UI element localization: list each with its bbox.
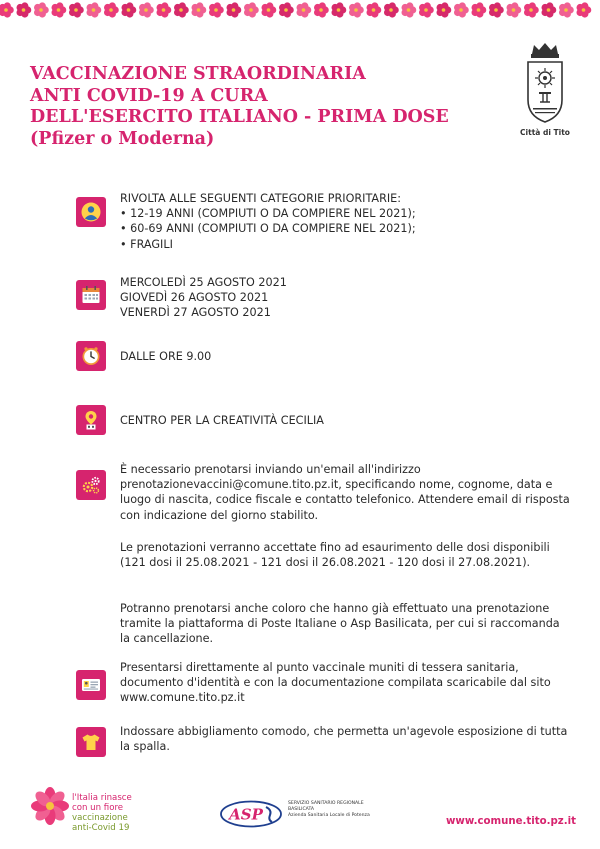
border-flower-icon <box>262 2 277 17</box>
border-flower-icon <box>507 2 522 17</box>
clothing-paragraph: Indossare abbigliamento comodo, che permetta un'agevole esposizione di tutta la spalla. <box>120 725 568 754</box>
tshirt-icon <box>76 727 106 757</box>
border-flower-icon <box>349 2 364 17</box>
border-flower-icon <box>419 2 434 17</box>
campaign-line-4: anti-Covid 19 <box>72 823 130 833</box>
asp-description <box>288 801 370 820</box>
border-flower-icon <box>279 2 294 17</box>
border-flower-icon <box>0 2 14 17</box>
time-block <box>120 349 565 364</box>
title-line-2: ANTI COVID-19 A CURA <box>30 85 268 106</box>
calendar-icon <box>76 280 106 310</box>
border-flower-icon <box>157 2 172 17</box>
location-text: CENTRO PER LA CREATIVITÀ CECILIA <box>120 414 324 427</box>
border-flower-icon <box>52 2 67 17</box>
border-flower-icon <box>17 2 32 17</box>
categories-intro: RIVOLTA ALLE SEGUENTI CATEGORIE PRIORITARIE: <box>120 192 401 205</box>
page-title <box>30 64 500 150</box>
border-flower-icon <box>332 2 347 17</box>
border-flower-icon <box>104 2 119 17</box>
border-flower-icon <box>367 2 382 17</box>
border-flower-icon <box>209 2 224 17</box>
title-line-1: VACCINAZIONE STRAORDINARIA <box>30 64 366 84</box>
asp-line-3: Azienda Sanitaria Locale di Potenza <box>288 813 370 819</box>
id-card-icon <box>76 670 106 700</box>
border-flower-icon <box>577 2 592 17</box>
border-flower-icon <box>34 2 49 17</box>
location-icon <box>76 405 106 435</box>
border-flower-icon <box>542 2 557 17</box>
border-flower-icon <box>454 2 469 17</box>
campaign-line-2: con un fiore <box>72 803 124 813</box>
categories-block <box>120 191 565 252</box>
location-block <box>120 413 565 428</box>
border-flower-icon <box>87 2 102 17</box>
date-item: VENERDÌ 27 AGOSTO 2021 <box>120 306 271 320</box>
flower-logo-icon <box>30 786 70 826</box>
border-flower-icon <box>122 2 137 17</box>
border-flower-icon <box>297 2 312 17</box>
flower-border <box>0 0 600 24</box>
asp-logo <box>220 800 282 828</box>
booking-paragraph-1: È necessario prenotarsi inviando un'email all'indirizzo prenotazionevaccini@comune.tito.pz.it, specificando nome, cognome, data e luogo di nascita, codice fiscale e contatto telefonico. Attendere email di risposta con indicazione del giorno stabilito. <box>120 463 570 522</box>
documents-paragraph: Presentarsi direttamente al punto vaccinale muniti di tessera sanitaria, documento d'identità e con la documentazione compilata scaricabile dal sito www.comune.tito.pz.it <box>120 661 551 705</box>
dates-block <box>120 275 565 321</box>
border-flower-icon <box>489 2 504 17</box>
asp-line-2: BASILICATA <box>288 807 315 813</box>
city-crest-icon <box>520 40 570 134</box>
asp-line-1: SERVIZIO SANITARIO REGIONALE <box>288 801 364 806</box>
date-item: MERCOLEDÌ 25 AGOSTO 2021 <box>120 276 287 289</box>
person-icon <box>76 197 106 227</box>
border-flower-icon <box>559 2 574 17</box>
border-flower-icon <box>314 2 329 17</box>
border-flower-icon <box>402 2 417 17</box>
border-flower-icon <box>437 2 452 17</box>
border-flower-icon <box>139 2 154 17</box>
border-flower-icon <box>472 2 487 17</box>
asp-logo-text: ASP <box>229 805 263 824</box>
border-flower-icon <box>69 2 84 17</box>
booking-paragraph-3: Potranno prenotarsi anche coloro che hanno già effettuato una prenotazione tramite la piattaforma di Poste Italiane o Asp Basilicata, per cui si raccomanda la cancellazione. <box>120 602 560 646</box>
category-item: • 60-69 ANNI (COMPIUTI O DA COMPIERE NEL 2021); <box>120 222 416 236</box>
campaign-logo-text <box>72 793 132 833</box>
booking-paragraph-2: Le prenotazioni verranno accettate fino ad esaurimento delle dosi disponibili (121 dosi il 25.08.2021 - 121 dosi il 26.08.2021 - 120 dosi il 27.08.2021). <box>120 541 550 570</box>
title-line-4: (Pfizer o Moderna) <box>30 128 215 149</box>
date-item: GIOVEDÌ 26 AGOSTO 2021 <box>120 291 269 305</box>
border-flower-icon <box>174 2 189 17</box>
gears-icon <box>76 470 106 500</box>
campaign-line-1: l'Italia rinasce <box>72 793 132 803</box>
campaign-line-3: vaccinazione <box>72 813 128 823</box>
border-flower-icon <box>227 2 242 17</box>
title-line-3: DELL'ESERCITO ITALIANO - PRIMA DOSE <box>30 107 449 127</box>
crest-label: Città di Tito <box>520 128 570 137</box>
border-flower-icon <box>244 2 259 17</box>
clock-icon <box>76 341 106 371</box>
border-flower-icon <box>384 2 399 17</box>
category-item: • FRAGILI <box>120 237 173 251</box>
border-flower-icon <box>524 2 539 17</box>
website-link[interactable]: www.comune.tito.pz.it <box>446 816 576 827</box>
category-item: • 12-19 ANNI (COMPIUTI O DA COMPIERE NEL 2021); <box>120 207 416 221</box>
time-text: DALLE ORE 9.00 <box>120 350 212 363</box>
border-flower-icon <box>192 2 207 17</box>
